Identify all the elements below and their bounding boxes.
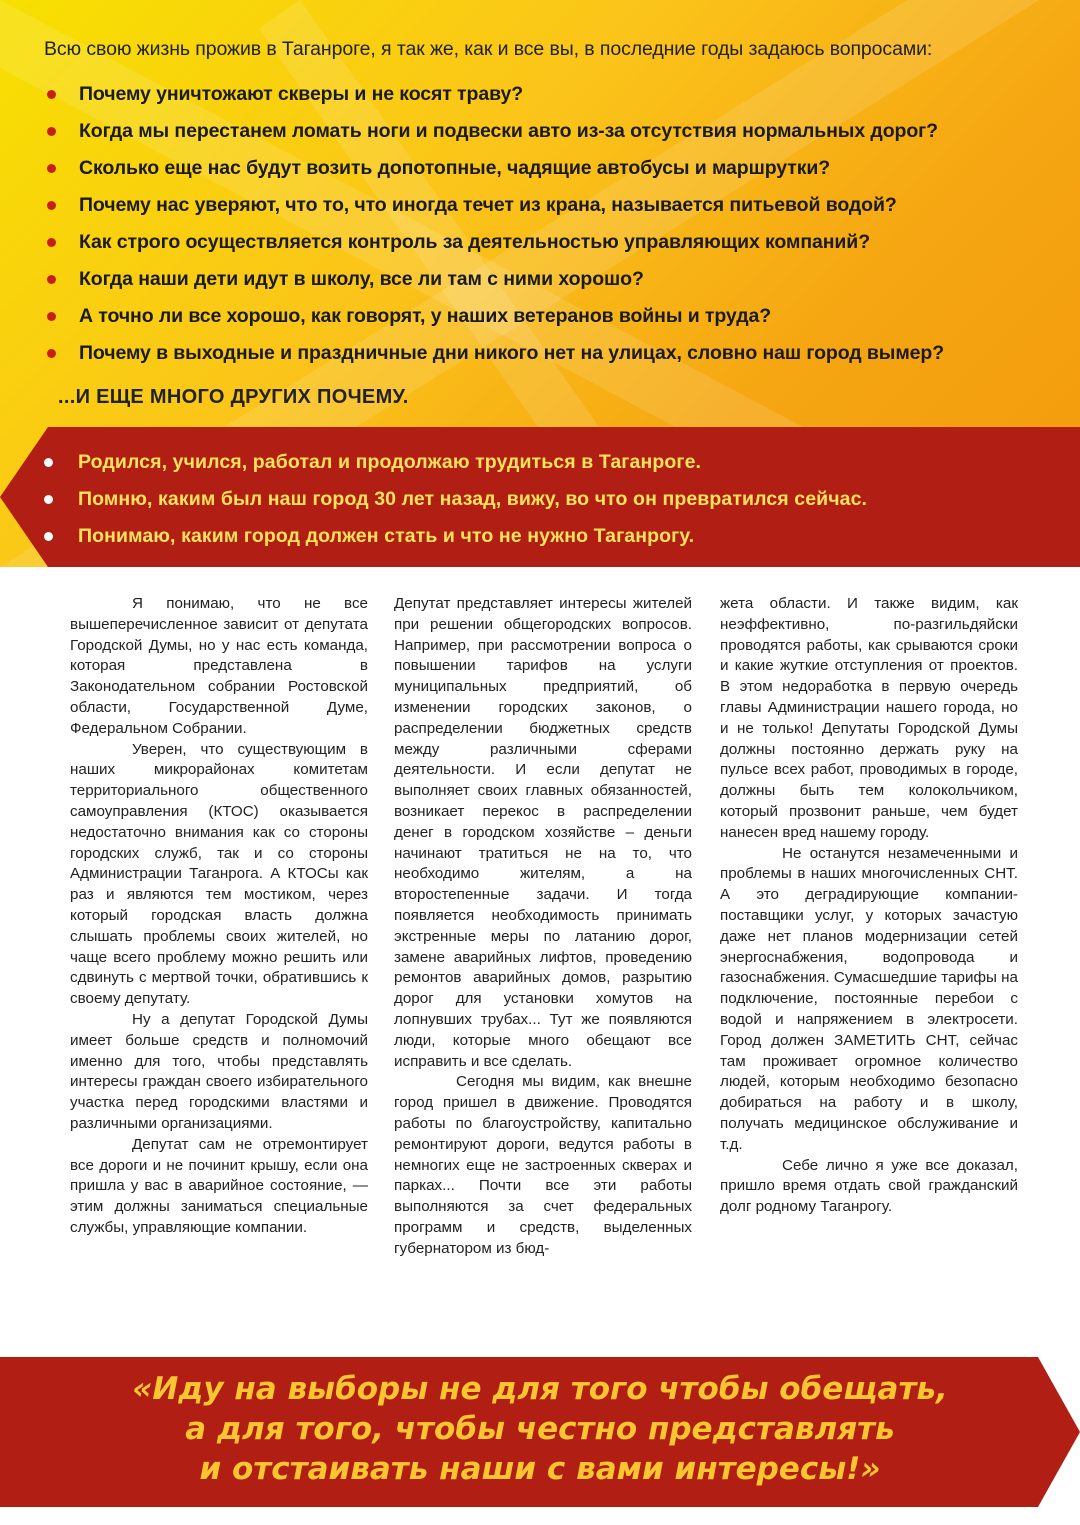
paragraph: Депутат представляет интересы жителей при решении общегородских вопросов. Например, при рассмотрении вопроса о повышении тарифов на услуги муниципальных предприятий, об изменении городских законов, о распределении бюджетных средств между различными сферами деятельности. И если депутат не выполняет своих главных обязанностей, возникает перекос в распределении денег в городском хозяйстве – деньги начинают тратиться не на то, что необходимо жителям, а на второстепенные задачи. И тогда появляется необходимость принимать экстренные меры по латанию дорог, замене аварийных лифтов, проведению ремонтов аварийных домов, разрытию дорог для установки хомутов на лопнувших трубах... Тут же появляются люди, которые много обещают все исправить и все сделать.: [394, 595, 692, 1070]
quote-line: а для того, чтобы честно представлять: [185, 1411, 895, 1447]
list-item: Почему в выходные и праздничные дни никого нет на улицах, словно наш город вымер?: [44, 335, 944, 372]
bullet-icon: [47, 275, 56, 284]
paragraph: Я понимаю, что не все вышеперечисленное зависит от депутата Городской Думы, но у нас есть команда, которая представлена в Законодательном собрании Ростовской области, Государственной Думе, Федеральном Собрании.: [70, 595, 368, 737]
bullet-icon: [47, 349, 56, 358]
text-column-1: [70, 594, 368, 1239]
questions-list: [44, 76, 944, 372]
bullet-icon: [44, 532, 53, 541]
list-item: Родился, учился, работал и продолжаю трудиться в Таганроге.: [40, 444, 867, 481]
text-column-2: [394, 594, 692, 1260]
paragraph: Депутат сам не отремонтирует все дороги и не починит крышу, если она пришла у вас в аварийное состояние, — этим должны заниматься специальные службы, управляющие компании.: [70, 1135, 368, 1236]
bullet-icon: [44, 495, 53, 504]
paragraph: жета области. И также видим, как неэффективно, по-разгильдяйски проводятся работы, как срываются сроки и какие жуткие отступления от проектов. В этом недоработка в первую очередь главы Администрации нашего города, но и не только! Депутаты Городской Думы должны постоянно держать руку на пульсе всех работ, проводимых в городе, должны быть тем колокольчиком, который прозвонит раньше, чем будет нанесен вред нашему городу.: [720, 595, 1018, 841]
list-item: Как строго осуществляется контроль за деятельностью управляющих компаний?: [44, 224, 944, 261]
paragraph: Ну а депутат Городской Думы имеет больше средств и полномочий именно для того, чтобы представлять интересы граждан своего избирательного участка перед городскими властями и различными организациями.: [70, 1010, 368, 1132]
list-item: Сколько еще нас будут возить допотопные, чадящие автобусы и маршрутки?: [44, 150, 944, 187]
bullet-icon: [47, 238, 56, 247]
list-item: Помню, каким был наш город 30 лет назад, вижу, во что он превратился сейчас.: [40, 481, 867, 518]
list-item: А точно ли все хорошо, как говорят, у наших ветеранов войны и труда?: [44, 298, 944, 335]
paragraph: Не останутся незамеченными и проблемы в наших многочисленных СНТ. А это деградирующие компании-поставщики услуг, у которых зачастую даже нет планов модернизации сетей энергоснабжения, водопровода и газоснабжения. Сумасшедшие тарифы на подключение, постоянные перебои с водой и напряжением в электросети. Город должен ЗАМЕТИТЬ СНТ, сейчас там проживает огромное количество людей, которым необходимо безопасно добираться на работу и в школу, получать медицинское обслуживание и т.д.: [720, 844, 1018, 1153]
bullet-icon: [47, 127, 56, 136]
bullet-icon: [47, 164, 56, 173]
list-item: Понимаю, каким город должен стать и что не нужно Таганрогу.: [40, 518, 867, 555]
more-questions-text: ...И ЕЩЕ МНОГО ДРУГИХ ПОЧЕМУ.: [58, 386, 409, 408]
list-item: Почему нас уверяют, что то, что иногда течет из крана, называется питьевой водой?: [44, 187, 944, 224]
bullet-icon: [47, 201, 56, 210]
slogan-quote: [40, 1369, 1040, 1489]
bullet-icon: [47, 312, 56, 321]
paragraph: Себе лично я уже все доказал, пришло время отдать свой гражданский долг родному Таганрогу.: [720, 1156, 1018, 1216]
quote-line: и отстаивать наши с вами интересы!»: [199, 1451, 881, 1487]
list-item: Когда наши дети идут в школу, все ли там с ними хорошо?: [44, 261, 944, 298]
text-column-3: [720, 594, 1018, 1218]
bullet-icon: [44, 458, 53, 467]
paragraph: Уверен, что существующим в наших микрорайонах комитетам территориального общественного самоуправления (КТОС) оказывается недостаточно внимания как со стороны городских служб, так и со стороны Администрации Таганрога. А КТОСы как раз и являются тем мостиком, через который городская власть должна слышать проблемы своих жителей, но чаще всего проблему можно решить или сдвинуть с мертвой точки, обратившись к своему депутату.: [70, 740, 368, 1008]
list-item: Почему уничтожают скверы и не косят траву?: [44, 76, 944, 113]
list-item: Когда мы перестанем ломать ноги и подвески авто из-за отсутствия нормальных дорог?: [44, 113, 944, 150]
bullet-icon: [47, 90, 56, 99]
facts-list: [40, 444, 867, 555]
paragraph: Сегодня мы видим, как внешне город пришел в движение. Проводятся работы по благоустройству, капитально ремонтируют дороги, ведутся работы в немногих еще не застроенных скверах и парках... Почти все эти работы выполняются за счет федеральных программ и средств, выделенных губернатором из бюд-: [394, 1073, 692, 1257]
intro-text: Всю свою жизнь прожив в Таганроге, я так же, как и все вы, в последние годы задаюсь вопросами:: [44, 38, 933, 60]
quote-line: «Иду на выборы не для того чтобы обещать,: [132, 1371, 948, 1407]
